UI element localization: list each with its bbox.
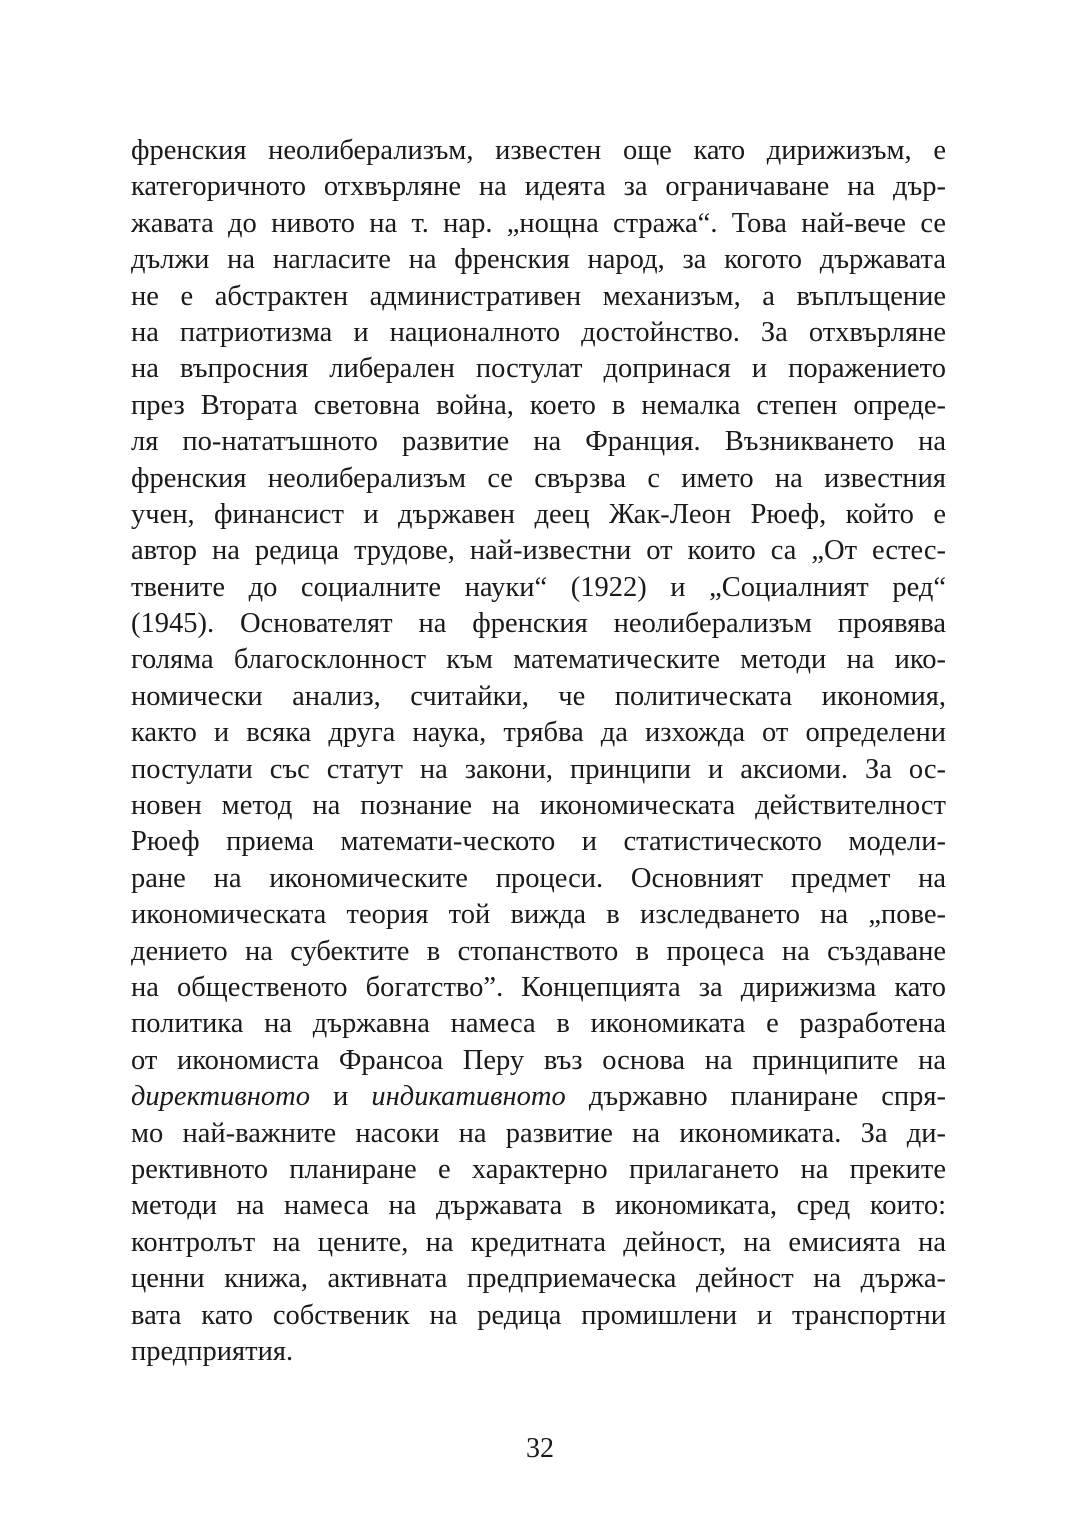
text-line: ране на икономическите процеси. Основният предмет на [131, 862, 946, 894]
text-line: категоричното отхвърляне на идеята за ограничаване на дър- [131, 171, 946, 203]
text-line: дължи на нагласите на френския народ, за когото държавата [131, 244, 946, 276]
text-line: номически анализ, считайки, че политическата икономия, [131, 680, 946, 712]
text-line: (1945). Основателят на френския неолиберализъм проявява [131, 608, 946, 640]
text-line: методи на намеса на държавата в икономиката, сред които: [131, 1190, 946, 1222]
text-line: мо най-важните насоки на развитие на икономиката. За ди- [131, 1117, 946, 1149]
connector-text: и [309, 1081, 372, 1113]
text-line: рективното планиране е характерно прилагането на преките [131, 1153, 946, 1185]
text-line: вата като собственик на редица промишлени и транспортни [131, 1299, 946, 1331]
text-line: от икономиста Франсоа Перу въз основа на принципите на [131, 1044, 946, 1076]
text-line: на въпросния либерален постулат допринася и поражението [131, 353, 946, 385]
text-line: новен метод на познание на икономическата действителност [131, 790, 946, 822]
italic-term-indicative: индикативното [371, 1081, 566, 1113]
text-line: през Втората световна война, което в немалка степен опреде- [131, 389, 946, 421]
text-line: ля по-нататъшното развитие на Франция. Възникването на [131, 426, 946, 458]
text-line: автор на редица трудове, най-известни от които са „От естес- [131, 535, 946, 567]
body-text [131, 133, 946, 1370]
text-line: постулати със статут на закони, принципи и аксиоми. За ос- [131, 753, 946, 785]
text-line: Рюеф приема математи-ческото и статистическото модели- [131, 826, 946, 858]
text-line: политика на държавна намеса в икономиката е разработена [131, 1008, 946, 1040]
text-line: дението на субектите в стопанството в процеса на създаване [131, 935, 946, 967]
text-line: френския неолиберализъм, известен още като дирижизъм, е [131, 135, 946, 166]
text-line: както и всяка друга наука, трябва да изхожда от определени [131, 717, 946, 749]
text-line: голяма благосклонност към математическите методи на ико- [131, 644, 946, 676]
text-line: икономическата теория той вижда в изследването на „пове- [131, 899, 946, 931]
text-line-last: предприятия. [131, 1335, 294, 1367]
text-line: на общественото богатство”. Концепцията за дирижизма като [131, 971, 946, 1003]
text-line: твените до социалните науки“ (1922) и „Социалният ред“ [131, 571, 946, 603]
text-line: не е абстрактен административен механизъм, а въплъщение [131, 280, 946, 312]
text-line-italic-terms [131, 1079, 946, 1115]
text-line: учен, финансист и държавен деец Жак-Леон Рюеф, който е [131, 498, 946, 530]
page-number: 32 [526, 1433, 554, 1464]
text-line: френския неолиберализъм се свързва с името на известния [131, 462, 946, 494]
text-line: на патриотизма и националното достойнство. За отхвърляне [131, 316, 946, 348]
text-line: жавата до нивото на т. нар. „нощна стража“. Това най-вече се [131, 207, 946, 239]
text-line: ценни книжа, активната предприемаческа дейност на държа- [131, 1263, 946, 1295]
line-remainder: държавно планиране спря- [565, 1081, 946, 1113]
italic-term-directive: директивното [131, 1081, 310, 1113]
text-line: контролът на цените, на кредитната дейност, на емисията на [131, 1226, 946, 1258]
